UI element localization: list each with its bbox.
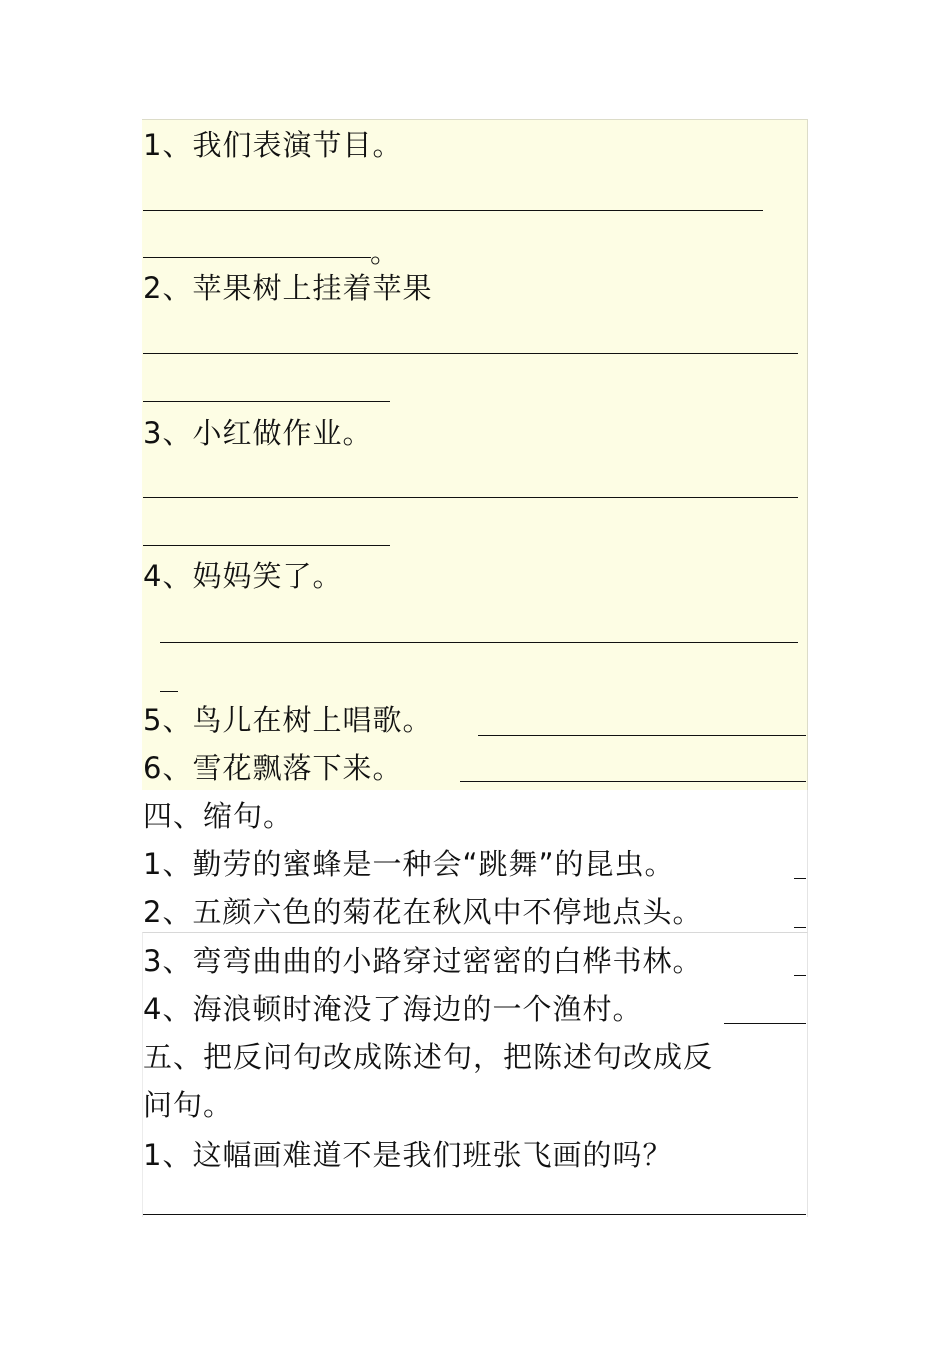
section4-answer-line-4[interactable]: [724, 1023, 806, 1024]
exercise-item-3: 3、小红做作业。: [143, 416, 373, 450]
answer-line-3b[interactable]: [143, 545, 390, 546]
answer-line-4a[interactable]: [160, 642, 798, 643]
section4-answer-line-3[interactable]: [794, 975, 806, 976]
section5-answer-line-1[interactable]: [143, 1214, 806, 1215]
section4-item-1: 1、勤劳的蜜蜂是一种会“跳舞”的昆虫。: [143, 847, 675, 881]
answer-line-1a[interactable]: [143, 210, 763, 211]
answer-line-6[interactable]: [460, 781, 806, 782]
answer-line-2b[interactable]: [143, 401, 390, 402]
answer-1-period: 。: [370, 235, 401, 269]
exercise-item-2: 2、苹果树上挂着苹果: [143, 271, 433, 305]
answer-line-3a[interactable]: [143, 497, 798, 498]
exercise-item-1: 1、我们表演节目。: [143, 128, 403, 162]
section4-title: 四、缩句。: [143, 799, 294, 833]
section4-item-2: 2、五颜六色的菊花在秋风中不停地点头。: [143, 895, 703, 929]
section4-item-4: 4、海浪顿时淹没了海边的一个渔村。: [143, 992, 643, 1026]
section5-title-line1: 五、把反问句改成陈述句，把陈述句改成反: [143, 1040, 714, 1074]
section4-answer-line-1[interactable]: [794, 878, 806, 879]
exercise-item-6: 6、雪花飘落下来。: [143, 751, 403, 785]
section4-item-3: 3、弯弯曲曲的小路穿过密密的白桦书林。: [143, 944, 703, 978]
exercise-item-4: 4、妈妈笑了。: [143, 559, 343, 593]
answer-line-4b[interactable]: [160, 691, 178, 692]
section4-answer-line-2[interactable]: [794, 927, 806, 928]
exercise-item-5: 5、鸟儿在树上唱歌。: [143, 703, 433, 737]
section5-title-line2: 问句。: [143, 1088, 234, 1122]
answer-line-2a[interactable]: [143, 353, 798, 354]
exercise-yellow-panel: [142, 119, 808, 790]
answer-line-1b[interactable]: [143, 257, 371, 258]
section5-item-1: 1、这幅画难道不是我们班张飞画的吗？: [143, 1138, 673, 1172]
answer-line-5[interactable]: [478, 735, 806, 736]
